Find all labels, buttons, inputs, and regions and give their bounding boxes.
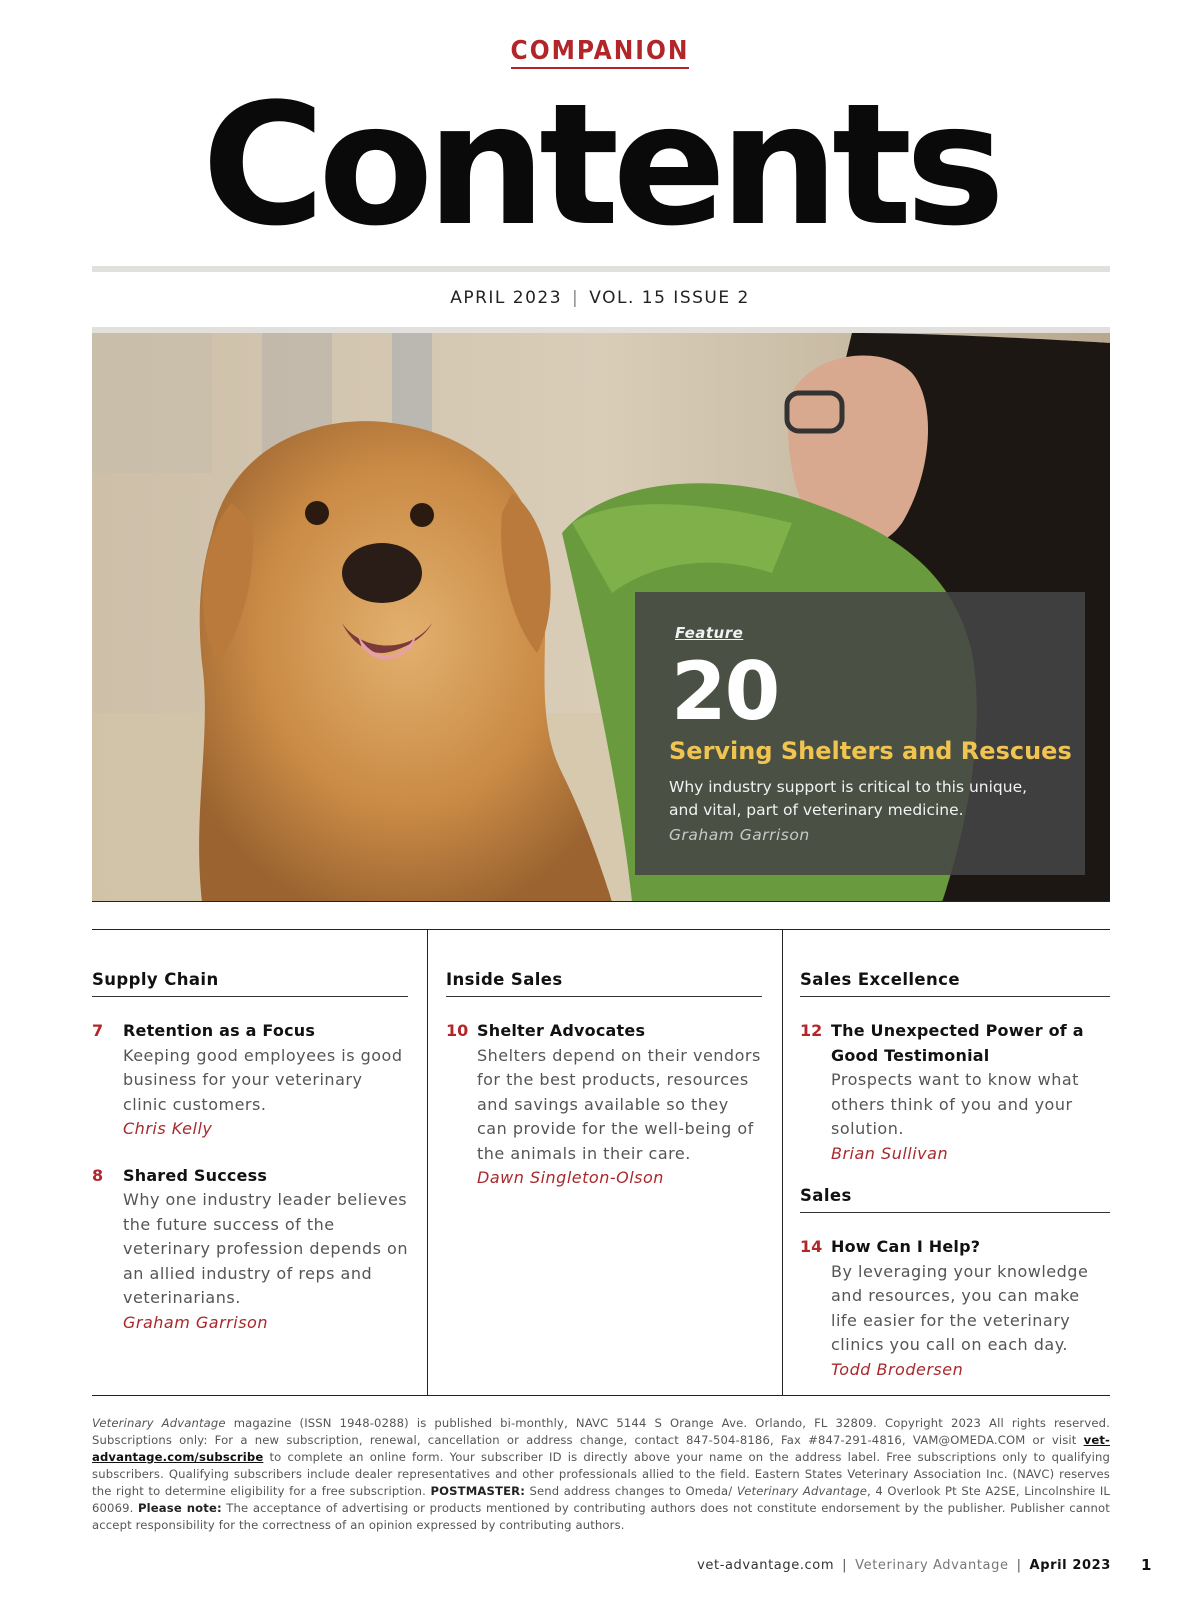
toc-column-1 — [92, 970, 408, 1357]
toc-column-2 — [446, 970, 762, 1213]
folio-separator: | — [1016, 1557, 1022, 1573]
feature-label: Feature — [675, 624, 744, 642]
entry-title[interactable]: Shelter Advocates — [477, 1021, 646, 1040]
toc-entry[interactable] — [800, 1235, 1110, 1382]
note-label: Please note: — [138, 1501, 222, 1515]
entry-title[interactable]: Shared Success — [123, 1165, 268, 1185]
notice-text: Send address changes to Omeda/ — [525, 1484, 737, 1498]
entry-author: Graham Garrison — [123, 1312, 268, 1332]
toc-entry[interactable] — [800, 1019, 1110, 1166]
toc-column-3 — [800, 970, 1110, 1404]
entry-title[interactable]: Retention as a Focus — [123, 1021, 316, 1040]
folio-page-number: 1 — [1140, 1556, 1152, 1574]
toc-entry[interactable] — [92, 1019, 408, 1142]
folio-date: April 2023 — [1029, 1557, 1111, 1573]
issue-date: APRIL 2023 — [450, 288, 563, 308]
feature-author: Graham Garrison — [669, 826, 810, 844]
toc-entry[interactable] — [92, 1164, 408, 1336]
section-heading: Supply Chain — [92, 970, 408, 997]
section-heading: Sales Excellence — [800, 970, 1110, 997]
feature-description: Why industry support is critical to this unique, and vital, part of veterinary medicine. — [669, 778, 1028, 819]
magazine-section-kicker — [0, 36, 1200, 66]
page-title: Contents — [201, 67, 999, 263]
entry-description: Prospects want to know what others think of you and your solution. — [831, 1070, 1079, 1138]
entry-page-number: 14 — [800, 1237, 823, 1256]
publication-notice — [92, 1415, 1110, 1534]
entry-description: By leveraging your knowledge and resources, you can make life easier for the veterinary clinics you call on each day. — [831, 1261, 1089, 1354]
feature-title[interactable]: Serving Shelters and Rescues — [669, 737, 1072, 765]
notice-text: magazine (ISSN 1948-0288) is published bi-monthly, NAVC 5144 S Orange Ave. Orlando, FL 32809. Copyright 2023 All rights reserved. Subscriptions only: For a new subscription, renewal, cancellation or address change, contact 847-504-8186, Fax #847-291-4816, VAM@OMEDA.COM or visit — [92, 1416, 1110, 1447]
toc-entry[interactable] — [446, 1019, 762, 1191]
entry-page-number: 8 — [92, 1165, 104, 1185]
entry-title[interactable]: The Unexpected Power of a Good Testimonial — [831, 1021, 1084, 1065]
entry-author: Brian Sullivan — [831, 1143, 949, 1163]
section-heading: Inside Sales — [446, 970, 762, 997]
entry-page-number: 10 — [446, 1021, 469, 1040]
issue-info — [0, 288, 1200, 308]
subscribe-link[interactable]: vet-advantage.com/subscribe — [92, 1433, 1110, 1464]
entry-page-number: 12 — [800, 1021, 823, 1040]
feature-hero[interactable] — [92, 333, 1110, 902]
feature-callout[interactable] — [635, 592, 1085, 875]
kicker-text: COMPANION — [511, 36, 690, 69]
toc-top-rule — [92, 929, 1110, 930]
issue-volume: VOL. 15 ISSUE 2 — [589, 288, 750, 308]
entry-description: Shelters depend on their vendors for the best products, resources and savings available so they can provide for the well-being of the animals in their care. — [477, 1045, 761, 1163]
section-heading: Sales — [800, 1186, 1110, 1213]
entry-author: Todd Brodersen — [831, 1359, 964, 1379]
notice-text: The acceptance of advertising or products mentioned by contributing authors does not constitute endorsement by the publisher. Publisher cannot accept responsibility for the correctness of an opinion expressed by contributing authors. — [92, 1501, 1110, 1532]
entry-page-number: 7 — [92, 1021, 104, 1040]
magazine-name: Veterinary Advantage — [92, 1416, 226, 1430]
issue-separator: | — [572, 288, 580, 308]
folio-magazine: Veterinary Advantage — [855, 1557, 1009, 1573]
entry-description: Keeping good employees is good business for your veterinary clinic customers. — [123, 1045, 403, 1114]
magazine-name: Veterinary Advantage — [736, 1484, 868, 1498]
entry-author: Chris Kelly — [123, 1119, 213, 1138]
entry-author: Dawn Singleton-Olson — [477, 1168, 664, 1187]
page-folio — [697, 1556, 1152, 1574]
toc-column-divider — [782, 929, 783, 1395]
notice-text: to complete an online form. Your subscriber ID is directly above your name on the address label. Free subscriptions only to qualifying subscribers. Qualifying subscribers include dealer representatives and other professionals allied to the field. Eastern States Veterinary Association Inc. (NAVC) reserves the right to determine eligibility for a free subscription. — [92, 1450, 1110, 1498]
folio-separator: | — [842, 1557, 848, 1573]
entry-title[interactable]: How Can I Help? — [831, 1237, 981, 1256]
postmaster-label: POSTMASTER: — [430, 1484, 526, 1498]
entry-description: Why one industry leader believes the future success of the veterinary profession depends on an allied industry of reps and veterinarians. — [123, 1190, 408, 1307]
notice-text: , 4 Overlook Pt Ste A2SE, Lincolnshire IL 60069. — [92, 1484, 1111, 1515]
toc-column-divider — [427, 929, 428, 1395]
feature-page-number: 20 — [671, 645, 779, 738]
folio-site[interactable]: vet-advantage.com — [697, 1557, 835, 1573]
top-divider — [92, 266, 1110, 272]
